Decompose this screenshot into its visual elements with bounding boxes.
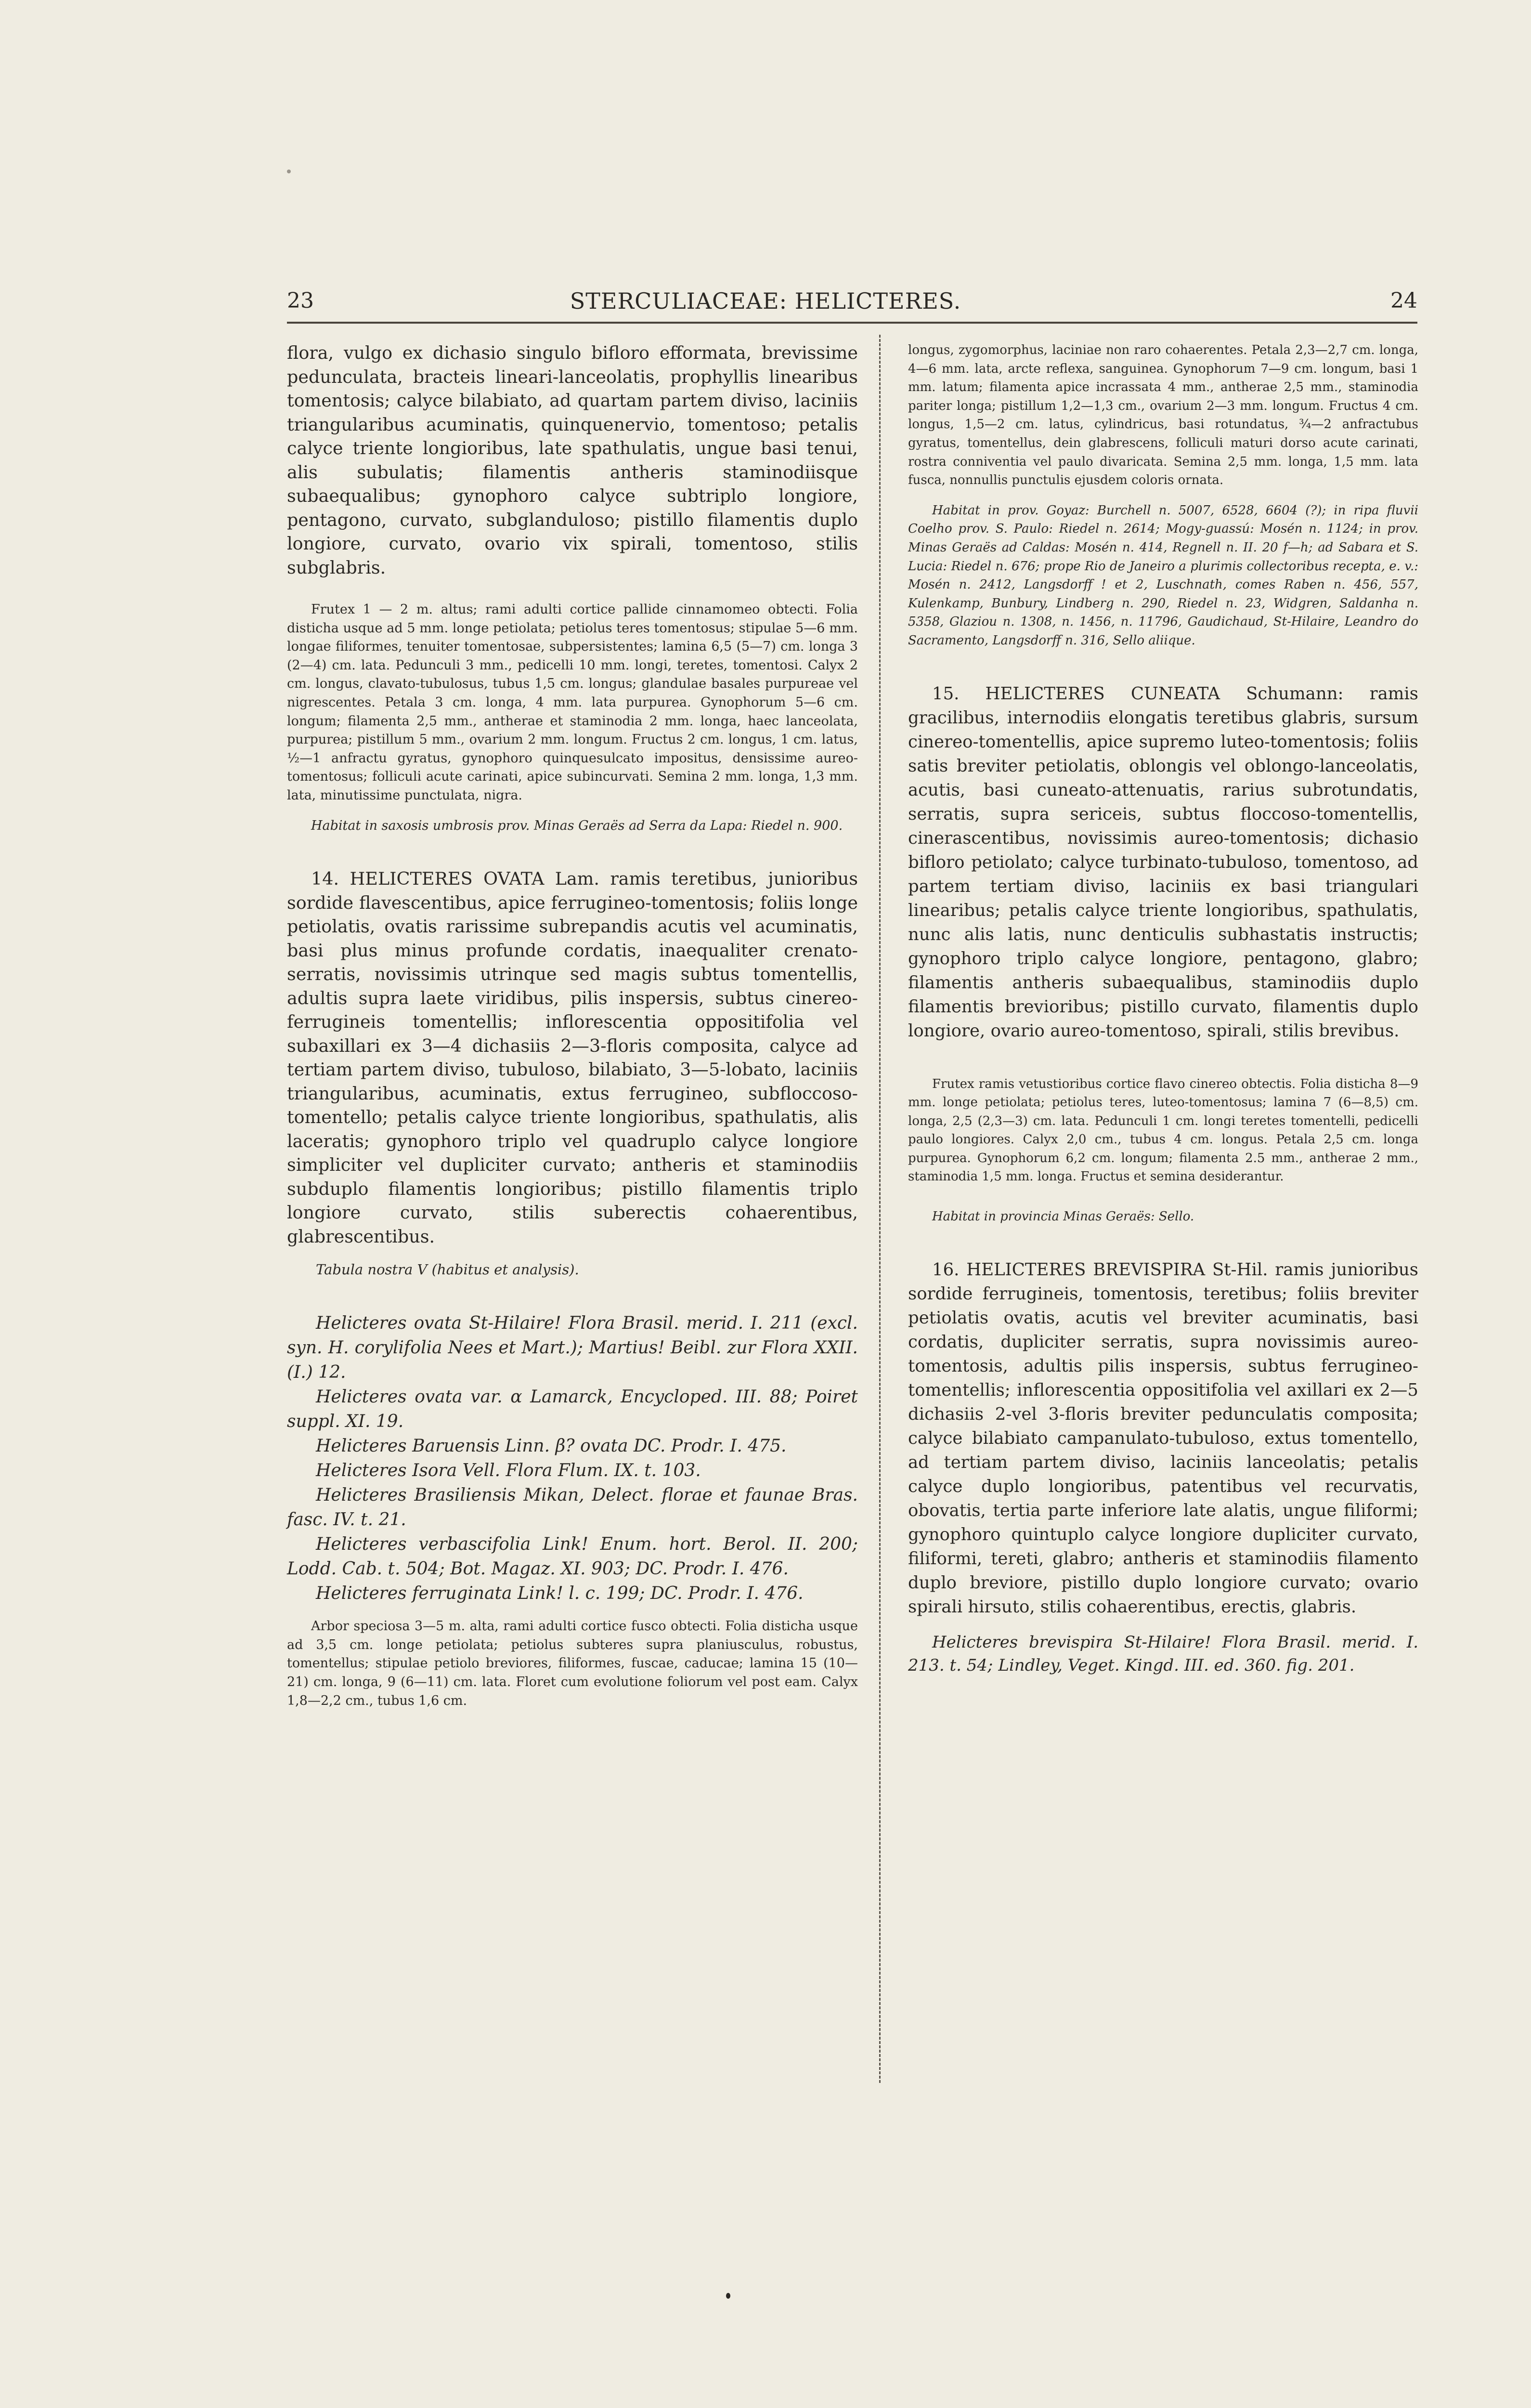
plate-reference: Tabula nostra V (habitus et analysis). [316,1261,579,1278]
synonym-entry: Helicteres ovata St-Hilaire! Flora Brasil. merid. I. 211 (excl. syn. H. corylifolia Nees et Mart.); Martius! Beibl. zur Flora XXII. (I.) 12. [287,1313,858,1383]
description-continued: flora, vulgo ex dichasio singulo bifloro efformata, brevissime pedunculata, bracteis lineari-lanceolatis, prophyllis linearibus tomentosis; calyce bilabiato, ad quartam partem diviso, laciniis triangularibus acuminatis, quinquenervio, tomentoso; petalis calyce triente longioribus, late spathulatis, ungue basi tenui, alis subulatis; filamentis antheris staminodiisque subaequalibus; gynophoro calyce subtriplo longiore, pentagono, curvato, subglanduloso; pistillo filamentis duplo longiore, curvato, ovario vix spirali, tomentoso, stilis subglabris. [287,342,858,578]
species-15-description: 15. HELICTERES CUNEATA Schumann: ramis gracilibus, internodiis elongatis teretibus glabris, sursum cinereo-tomentellis, apice supremo luteo-tomentosis; foliis satis breviter petiolatis, oblongis vel oblongo-lanceolatis, acutis, basi cuneato-attenuatis, rarius subrotundatis, serratis, supra sericeis, subtus floccoso-tomentellis, cinerascentibus, novissimis aureo-tomentosis; dichasio bifloro petiolato; calyce turbinato-tubuloso, tomentoso, ad partem tertiam diviso, laciniis ex basi triangulari linearibus; petalis calyce triente longioribus, spathulatis, nunc alis latis, nunc denticulis subhastatis instructis; gynophoro triplo calyce longiore, pentagono, glabro; filamentis antheris subaequalibus, staminodiis duplo filamentis brevioribus; pistillo curvato, filamentis duplo longiore, ovario aureo-tomentoso, spirali, stilis brevibus. [908,683,1418,1041]
species-16-reference: Helicteres brevispira St-Hilaire! Flora Brasil. merid. I. 213. t. 54; Lindley, Veget. Kingd. III. ed. 360. fig. 201. [908,1632,1418,1675]
header-rule [287,322,1417,324]
synonym-entry: Helicteres Baruensis Linn. β? ovata DC. Prodr. I. 475. [316,1436,787,1456]
page-number-right: 24 [1390,288,1417,313]
habitat-note: Habitat in saxosis umbrosis prov. Minas Geraës ad Serra da Lapa: Riedel n. 900. [311,818,843,833]
synonymy-list [287,1311,858,1606]
species-14-morphology: Arbor speciosa 3—5 m. alta, rami adulti cortice fusco obtecti. Folia disticha usque ad 3,5 cm. longe petiolata; petiolus subteres supra planiusculus, robustus, tomentellus; stipulae petiolo breviores, filiformes, fuscae, caducae; lamina 15 (10—21) cm. longa, 9 (6—11) cm. lata. Floret cum evolutione foliorum vel post eam. Calyx 1,8—2,2 cm., tubus 1,6 cm. [287,1619,858,1708]
species-15-habitat: Habitat in provincia Minas Geraës: Sello. [932,1209,1194,1224]
synonym-entry: Helicteres verbascifolia Link! Enum. hort. Berol. II. 200; Lodd. Cab. t. 504; Bot. Magaz. XI. 903; DC. Prodr. I. 476. [287,1534,858,1579]
habitat-collections: Habitat in prov. Goyaz: Burchell n. 5007, 6528, 6604 (?); in ripa fluvii Coelho prov. S. Paulo: Riedel n. 2614; Mogy-guassú: Mosén n. 1124; in prov. Minas Geraës ad Caldas: Mosén n. 414, Regnell n. II. 20 f—h; ad Sabara et S. Lucia: Riedel n. 676; prope Rio de Janeiro a plurimis collectoribus recepta, e. v.: Mosén n. 2412, Langsdorff ! et 2, Luschnath, comes Raben n. 456, 557, Kulenkamp, Bunbury, Lindberg n. 290, Riedel n. 23, Widgren, Saldanha n. 5358, Glaziou n. 1308, n. 1456, n. 11796, Gaudichaud, St-Hilaire, Leandro do Sacramento, Langsdorff n. 316, Sello aliique. [908,503,1418,648]
synonym-entry: Helicteres Brasiliensis Mikan, Delect. florae et faunae Bras. fasc. IV. t. 21. [287,1485,858,1530]
synonym-entry: Helicteres ovata var. α Lamarck, Encycloped. III. 88; Poiret suppl. XI. 19. [287,1387,858,1432]
species-16-description: 16. HELICTERES BREVISPIRA St-Hil. ramis junioribus sordide ferrugineis, tomentosis, teretibus; foliis breviter petiolatis ovatis, acutis vel breviter acuminatis, basi cordatis, dupliciter serratis, supra novissimis aureo-tomentosis, adultis pilis inspersis, subtus ferrugineo-tomentellis; inflorescentia oppositifolia vel axillari ex 2—5 dichasiis 2-vel 3-floris breviter pedunculatis composita; calyce bilabiato campanulato-tubuloso, extus tomentello, ad tertiam partem diviso, laciniis lanceolatis; petalis calyce duplo longioribus, patentibus vel recurvatis, obovatis, tertia parte inferiore late alatis, ungue filiformi; gynophoro quintuplo calyce longiore dupliciter curvato, filiformi, tereti, glabro; antheris et staminodiis filamento duplo breviore, pistillo duplo longiore curvato; ovario spirali hirsuto, stilis cohaerentibus, erectis, glabris. [908,1259,1418,1617]
left-column [287,341,858,1710]
right-column [908,341,1418,1677]
speck-mark [287,170,291,173]
morphology-continued: longus, zygomorphus, laciniae non raro cohaerentes. Petala 2,3—2,7 cm. longa, 4—6 mm. lata, arcte reflexa, sanguinea. Gynophorum 7—9 cm. longum, basi 1 mm. latum; filamenta apice incrassata 4 mm., antherae 2,5 mm., staminodia pariter longa; pistillum 1,2—1,3 cm., ovarium 2—3 mm. longum. Fructus 4 cm. longus, 1,5—2 cm. latus, cylindricus, basi rotundatus, ¾—2 anfractubus gyratus, tomentellus, dein glabrescens, folliculi maturi dorso acute carinati, rostra conniventia vel paulo divaricata. Semina 2,5 mm. longa, 1,5 mm. lata fusca, nonnullis punctulis ejusdem coloris ornata. [908,343,1418,488]
synonym-entry: Helicteres Isora Vell. Flora Flum. IX. t. 103. [316,1461,701,1481]
synonym-entry: Helicteres ferruginata Link! l. c. 199; DC. Prodr. I. 476. [316,1584,804,1604]
column-divider [879,335,881,2083]
running-title: STERCULIACEAE: HELICTERES. [570,288,961,314]
morphology-notes: Frutex 1 — 2 m. altus; rami adulti cortice pallide cinnamomeo obtecti. Folia disticha usque ad 5 mm. longe petiolata; petiolus teres tomentosus; stipulae 5—6 mm. longae filiformes, tenuiter tomentosae, subpersistentes; lamina 6,5 (5—7) cm. longa 3 (2—4) cm. lata. Pedunculi 3 mm., pedicelli 10 mm. longi, teretes, tomentosi. Calyx 2 cm. longus, clavato-tubulosus, tubus 1,5 cm. longus; glandulae basales purpureae vel nigrescentes. Petala 3 cm. longa, 4 mm. lata purpurea. Gynophorum 5—6 cm. longum; filamenta 2,5 mm., antherae et staminodia 2 mm. longa, haec lanceolata, purpurea; pistillum 5 mm., ovarium 2 mm. longum. Fructus 2 cm. longus, 1 cm. latus, ½—1 anfractu gyratus, gynophoro quinquesulcato impositus, densissime aureo-tomentosus; folliculi acute carinati, apice subincurvati. Semina 2 mm. longa, 1,3 mm. lata, minutissime punctulata, nigra. [287,602,858,803]
speck-mark [726,2293,730,2299]
page-number-left: 23 [287,288,314,313]
species-15-morphology: Frutex ramis vetustioribus cortice flavo cinereo obtectis. Folia disticha 8—9 mm. longe petiolata; petiolus teres, luteo-tomentosus; lamina 7 (6—8,5) cm. longa, 2,5 (2,3—3) cm. lata. Pedunculi 1 cm. longi teretes tomentelli, pedicelli paulo longiores. Calyx 2,0 cm., tubus 4 cm. longus. Petala 2,5 cm. longa purpurea. Gynophorum 6,2 cm. longum; filamenta 2.5 mm., antherae 2 mm., staminodia 1,5 mm. longa. Fructus et semina desiderantur. [908,1076,1418,1184]
species-14-description: 14. HELICTERES OVATA Lam. ramis teretibus, junioribus sordide flavescentibus, apice ferrugineo-tomentosis; foliis longe petiolatis, ovatis rarissime subrepandis acutis vel acuminatis, basi plus minus profunde cordatis, inaequaliter crenato-serratis, novissimis utrinque sed magis subtus tomentellis, adultis supra laete viridibus, pilis inspersis, subtus cinereo-ferrugineis tomentellis; inflorescentia oppositifolia vel subaxillari ex 3—4 dichasiis 2—3-floris composita, calyce ad tertiam partem diviso, tubuloso, bilabiato, 3—5-lobato, laciniis triangularibus, acuminatis, extus ferrugineo, subfloccoso-tomentello; petalis calyce triente longioribus, spathulatis, alis laceratis; gynophoro triplo vel quadruplo calyce longiore simpliciter vel dupliciter curvato; antheris et staminodiis subduplo filamentis longioribus; pistillo filamentis triplo longiore curvato, stilis suberectis cohaerentibus, glabrescentibus. [287,868,858,1247]
